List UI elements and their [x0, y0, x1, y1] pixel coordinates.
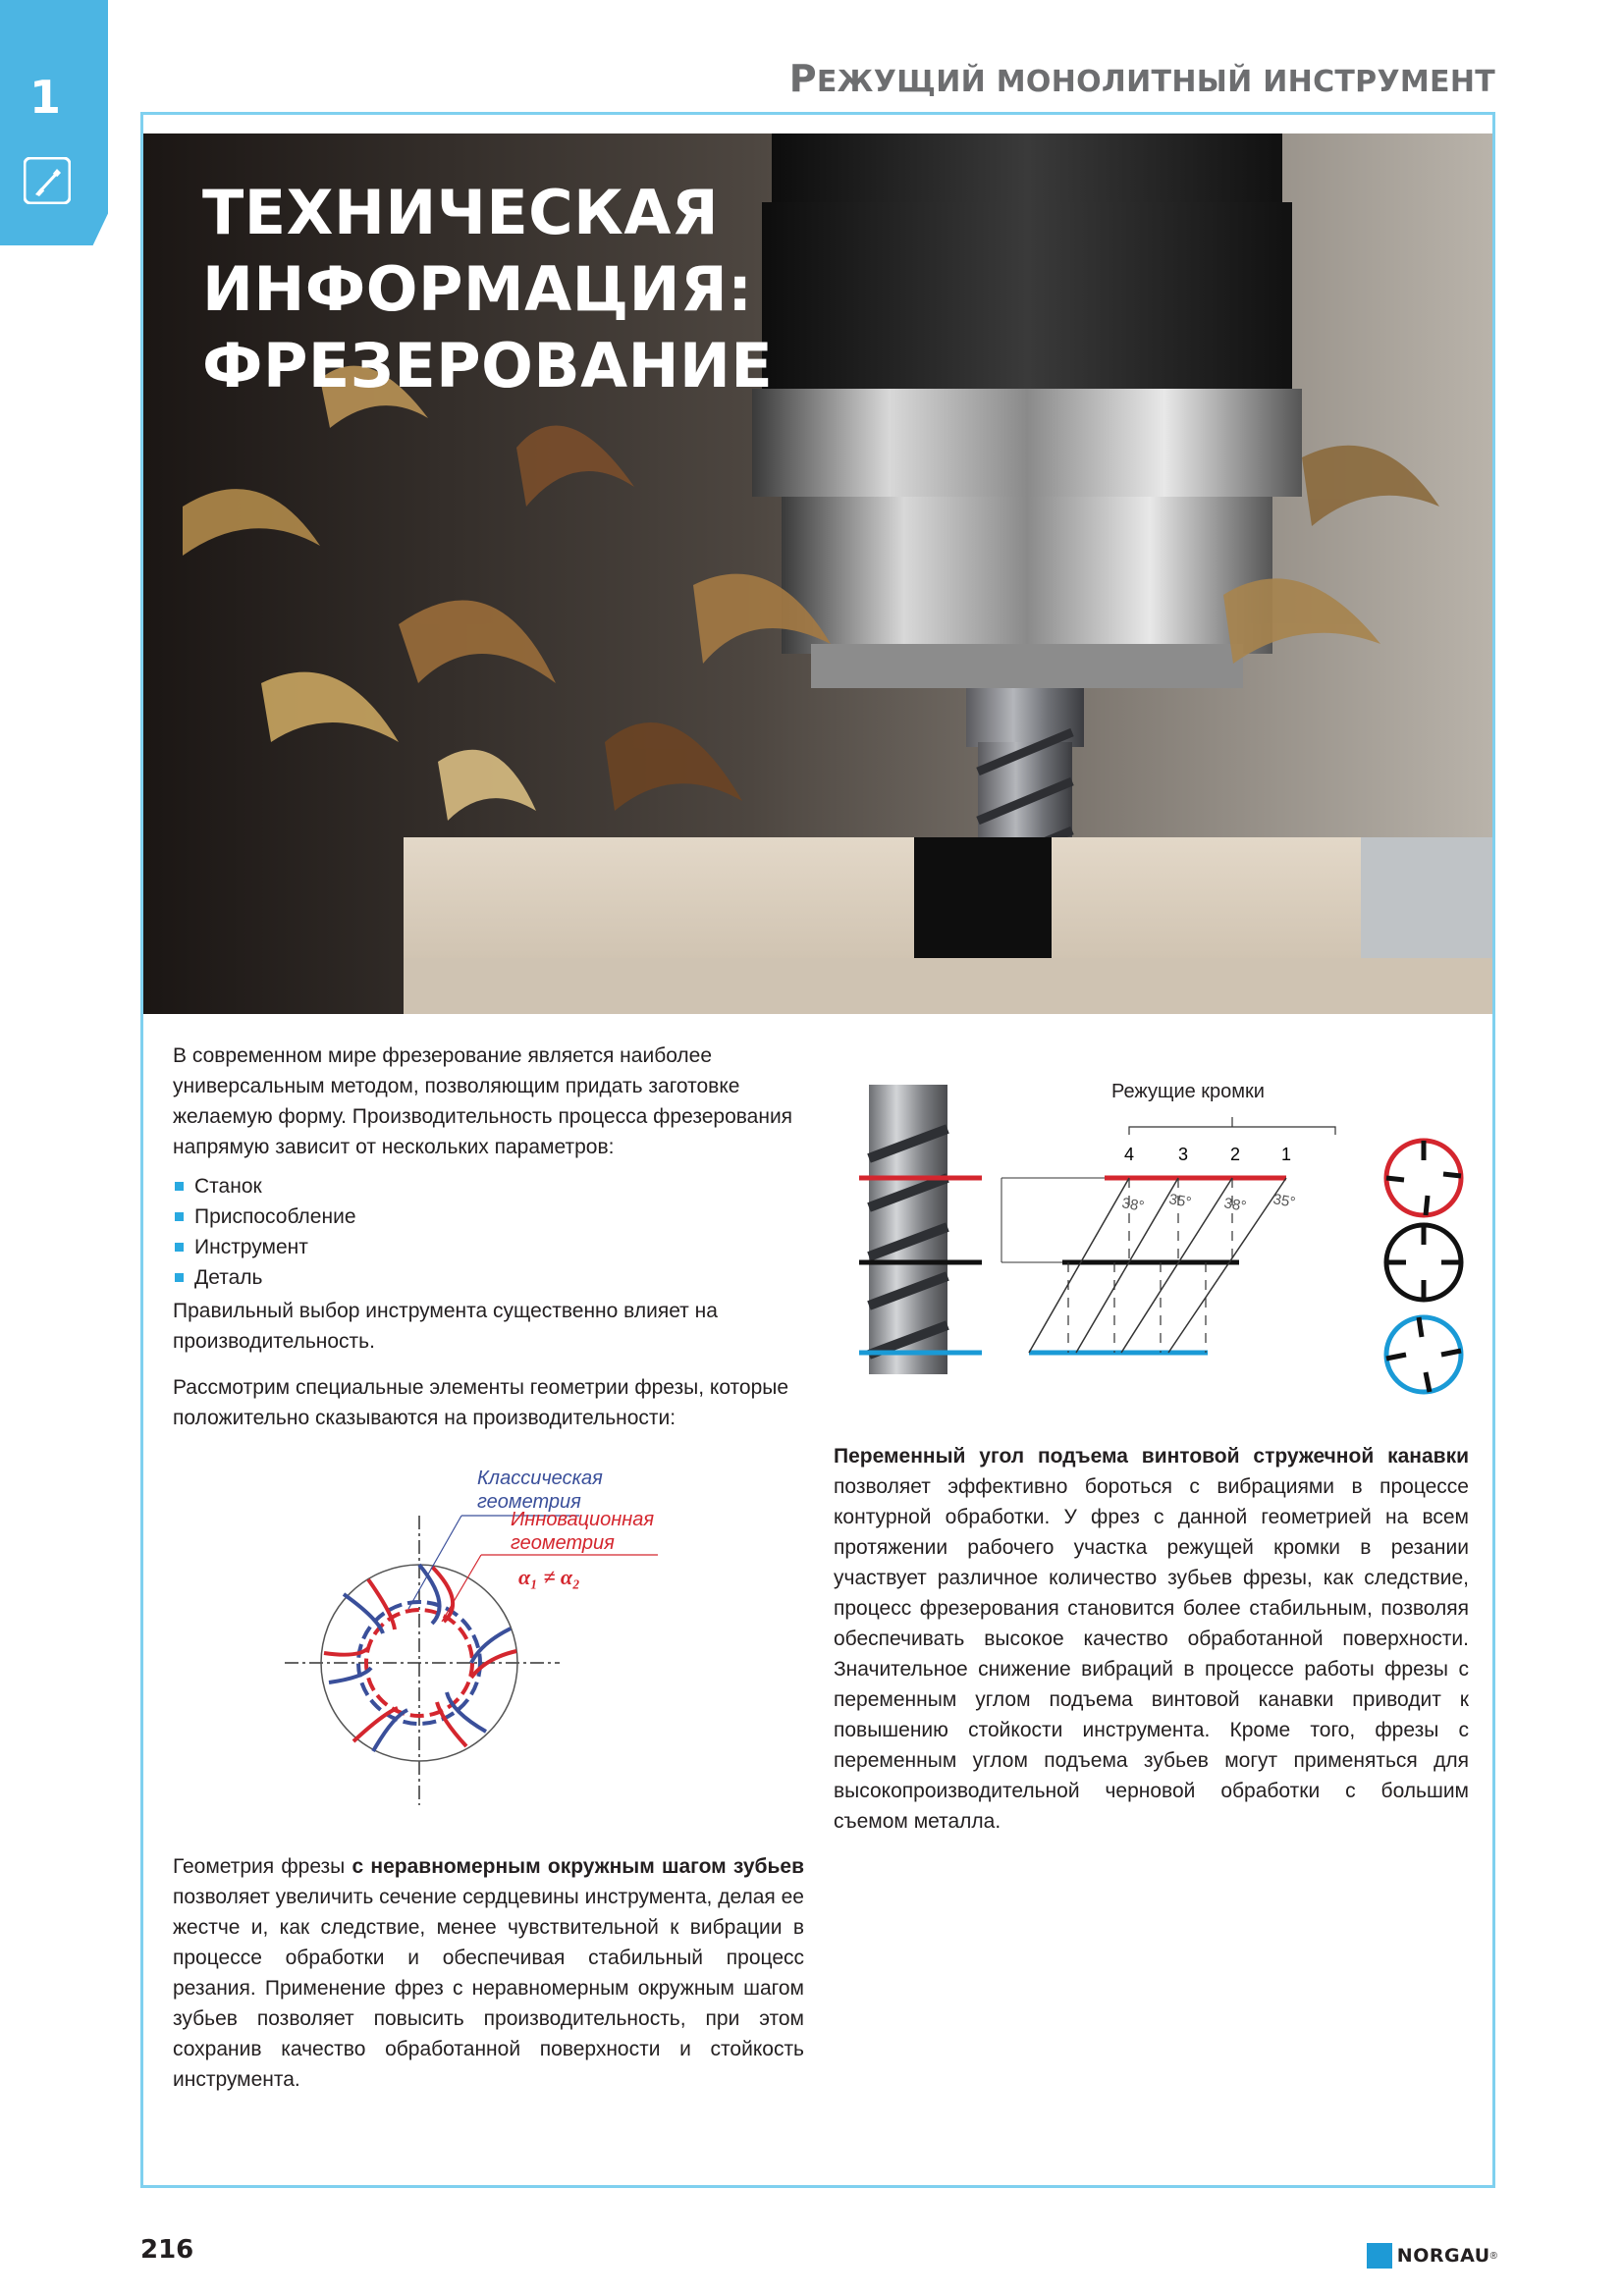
- edge-number: 4: [1123, 1145, 1135, 1164]
- end-mill-icon: [24, 157, 71, 204]
- brand-logo: [1367, 2243, 1497, 2269]
- classic-label: Классическая: [477, 1468, 603, 1489]
- angle-label: 35°: [1271, 1191, 1297, 1211]
- alpha-label: α₁ ≠ α₂: [518, 1565, 580, 1589]
- section-number: 1: [28, 71, 61, 124]
- hero-title-line-2: ИНФОРМАЦИЯ:: [202, 253, 753, 325]
- brand-square-icon: [1367, 2243, 1392, 2269]
- pitch-heading: с неравномерным окружным шагом зубьев: [352, 1855, 804, 1878]
- brand-registered-mark: ®: [1489, 2250, 1497, 2262]
- edge-number: 3: [1177, 1145, 1189, 1164]
- hero-title: [202, 175, 773, 404]
- brand-name: NORGAU: [1396, 2245, 1490, 2267]
- hero-photo: [143, 133, 1492, 1014]
- list-item: Инструмент: [173, 1232, 566, 1262]
- hero-title-line-1: ТЕХНИЧЕСКАЯ: [202, 177, 720, 248]
- pitch-paragraph: [173, 1851, 804, 2095]
- pitch-lead: Геометрия фрезы: [173, 1855, 352, 1878]
- edge-number: 2: [1229, 1145, 1241, 1164]
- helix-heading: Переменный угол подъема винтовой стружечной канавки: [834, 1445, 1469, 1468]
- angle-label: 38°: [1120, 1195, 1146, 1215]
- hero-title-line-3: ФРЕЗЕРОВАНИЕ: [202, 330, 774, 401]
- angle-label: 38°: [1222, 1195, 1248, 1215]
- list-item: Приспособление: [173, 1201, 566, 1232]
- angle-label: 35°: [1167, 1191, 1193, 1211]
- consider-paragraph: Рассмотрим специальные элементы геометрии фрезы, которые положительно сказываются на производительности:: [173, 1376, 789, 1429]
- parameter-list: [173, 1171, 566, 1293]
- cutter-geometry-diagram: [285, 1457, 677, 1810]
- helix-paragraph: [834, 1441, 1469, 1837]
- intro-paragraph: В современном мире фрезерование является наиболее универсальным методом, позволяющим придать заготовке желаемую форму. Производительность процесса фрезерования напрямую зависит от нескольких параметров:: [173, 1044, 793, 1158]
- classic-label: геометрия: [477, 1491, 581, 1513]
- list-item: Деталь: [173, 1262, 566, 1293]
- innov-label: геометрия: [511, 1532, 615, 1554]
- edges-title: Режущие кромки: [1111, 1081, 1265, 1102]
- page-number: 216: [140, 2235, 194, 2265]
- pitch-text: позволяет увеличить сечение сердцевины инструмента, делая ее жестче и, как следствие, менее чувствительной к вибрации в процессе обработки и обеспечивая стабильный процесс резания. Применение фрез с неравномерным окружным шагом зубьев позволяет повысить производительность, при этом сохранив качество обработанной поверхности и стойкость инструмента.: [173, 1886, 804, 2091]
- header-title: РЕЖУЩИЙ МОНОЛИТНЫЙ ИНСТРУМЕНТ: [788, 57, 1495, 100]
- edge-number: 1: [1280, 1145, 1292, 1164]
- choice-paragraph: Правильный выбор инструмента существенно влияет на производительность.: [173, 1300, 718, 1353]
- helix-text: позволяет эффективно бороться с вибрациями в процессе контурной обработки. У фрез с данной геометрией на всем протяжении рабочего участка режущей кромки в резании участвует различное количество зубьев фрезы, как следствие, процесс фрезерования становится более стабильным, позволяя обеспечивать высокое качество обработанной поверхности. Значительное снижение вибраций в процессе работы фрезы с переменным углом подъема винтовой канавки приводит к повышению стойкости инструмента. Кроме того, фрезы с переменным углом подъема зубьев могут применяться для высокопроизводительной черновой обработки с большим съемом металла.: [834, 1475, 1469, 1833]
- innov-label: Инновационная: [511, 1509, 655, 1530]
- cutting-edges-diagram: [844, 1070, 1483, 1404]
- list-item: Станок: [173, 1171, 566, 1201]
